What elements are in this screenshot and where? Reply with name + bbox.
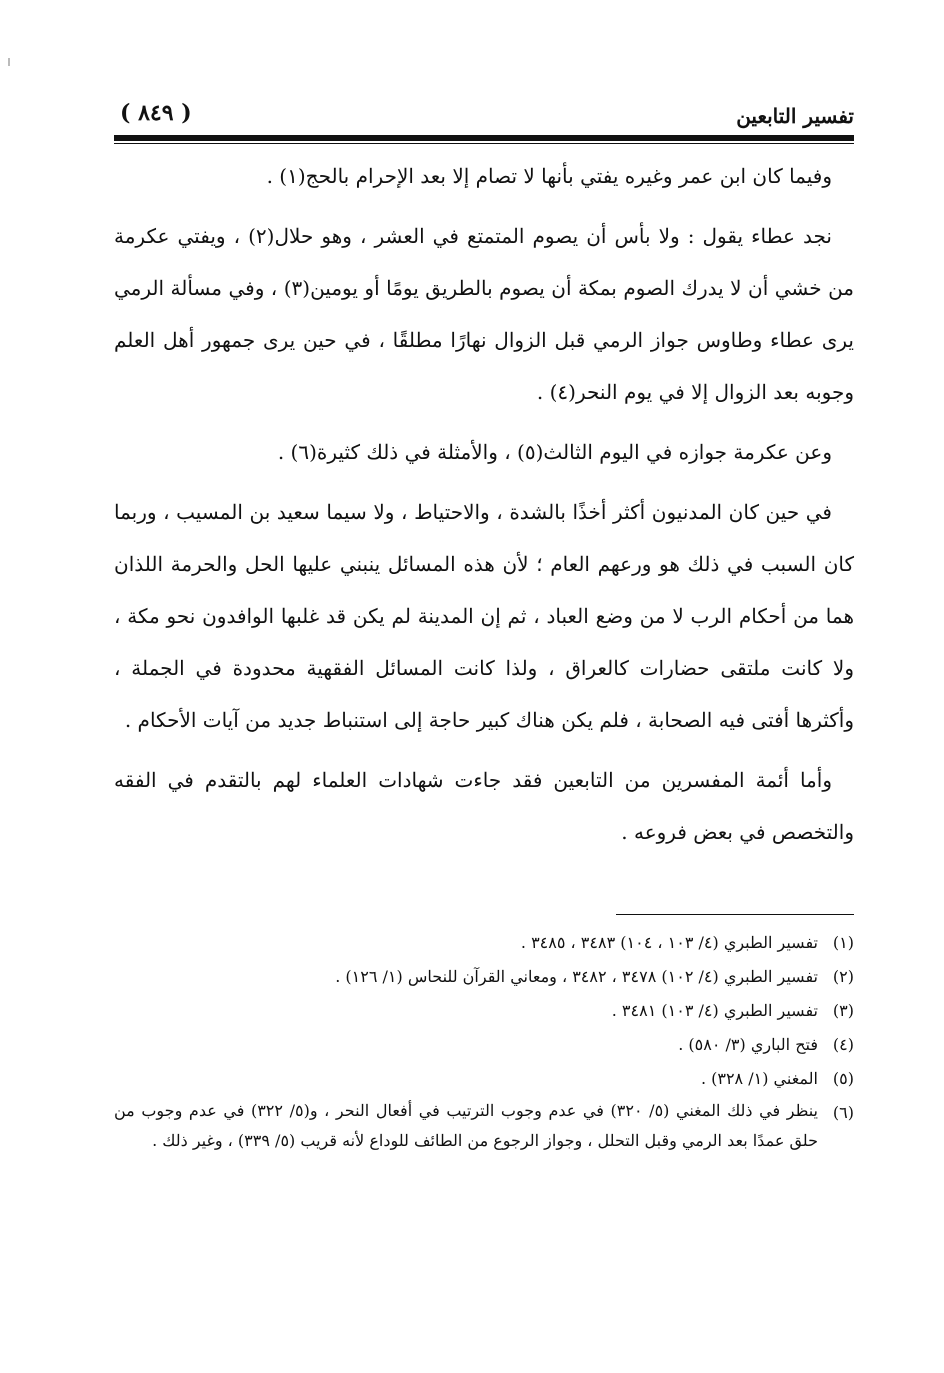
paragraph: وفيما كان ابن عمر وغيره يفتي بأنها لا تصام إلا بعد الإحرام بالحج(١) .	[266, 164, 832, 188]
footnote-number: (٢)	[832, 967, 854, 986]
footnote-text: فتح الباري (٣/ ٥٨٠) .	[678, 1035, 818, 1054]
header-rule-thin	[114, 143, 854, 144]
footnote-number: (٦)	[832, 1103, 854, 1122]
footnote-separator	[616, 914, 854, 915]
paragraph: نجد عطاء يقول : ولا بأس أن يصوم المتمتع في العشر ، وهو حلال(٢) ، ويفتي عكرمة من خشي أن لا يدرك الصوم بمكة أن يصوم بالطريق يومًا أو يومين(٣) ، وفي مسألة الرمي يرى عطاء وطاوس جواز الرمي قبل الزوال نهارًا مطلقًا ، في حين يرى جمهور أهل العلم وجوبه بعد الزوال إلا في يوم النحر(٤) .	[114, 224, 855, 404]
footnote-text: تفسير الطبري (٤/ ١٠٣ ، ١٠٤) ٣٤٨٣ ، ٣٤٨٥ .	[520, 933, 818, 952]
page-number: ( ٨٤٩ )	[120, 100, 192, 126]
footnote-number: (١)	[832, 933, 854, 952]
footnote	[114, 994, 854, 1028]
paragraph: وعن عكرمة جوازه في اليوم الثالث(٥) ، والأمثلة في ذلك كثيرة(٦) .	[277, 440, 832, 464]
footnote	[114, 1096, 854, 1156]
footnote-text: تفسير الطبري (٤/ ١٠٢) ٣٤٧٨ ، ٣٤٨٢ ، ومعاني القرآن للنحاس (١/ ١٢٦) .	[335, 967, 818, 986]
footnote-number: (٥)	[832, 1069, 854, 1088]
page-header	[114, 98, 854, 132]
footnote	[114, 1028, 854, 1062]
footnote-text: تفسير الطبري (٤/ ١٠٣) ٣٤٨١ .	[611, 1001, 818, 1020]
footnote-number: (٣)	[832, 1001, 854, 1020]
footnote-number: (٤)	[832, 1035, 854, 1054]
paragraph: وأما أئمة المفسرين من التابعين فقد جاءت شهادات العلماء لهم بالتقدم في الفقه والتخصص في بعض فروعه .	[114, 768, 854, 844]
running-title: تفسير التابعين	[736, 104, 854, 128]
footnotes	[114, 926, 854, 1156]
footnote	[114, 926, 854, 960]
main-text	[114, 150, 854, 866]
header-rule-thick	[114, 135, 854, 141]
footnote-text: ينظر في ذلك المغني (٥/ ٣٢٠) في عدم وجوب الترتيب في أفعال النحر ، و(٥/ ٣٢٢) في عدم وجوب من حلق عمدًا بعد الرمي وقبل التحلل ، وجواز الرجوع من الطائف للوداع لأنه قريب (٥/ ٣٣٩) ، وغير ذلك .	[114, 1101, 818, 1150]
scan-mark	[8, 58, 10, 66]
footnote	[114, 1062, 854, 1096]
paragraph: في حين كان المدنيون أكثر أخذًا بالشدة ، والاحتياط ، ولا سيما سعيد بن المسيب ، وربما كان السبب في ذلك هو ورعهم العام ؛ لأن هذه المسائل ينبني عليها الحل والحرمة اللذان هما من أحكام الرب لا من وضع العباد ، ثم إن المدينة لم يكن قد غلبها الوافدون نحو مكة ، ولا كانت ملتقى حضارات كالعراق ، ولذا كانت المسائل الفقهية محدودة في الجملة ، وأكثرها أفتى فيه الصحابة ، فلم يكن هناك كبير حاجة إلى استنباط جديد من آيات الأحكام .	[114, 500, 854, 732]
footnote-text: المغني (١/ ٣٢٨) .	[700, 1069, 818, 1088]
footnote	[114, 960, 854, 994]
